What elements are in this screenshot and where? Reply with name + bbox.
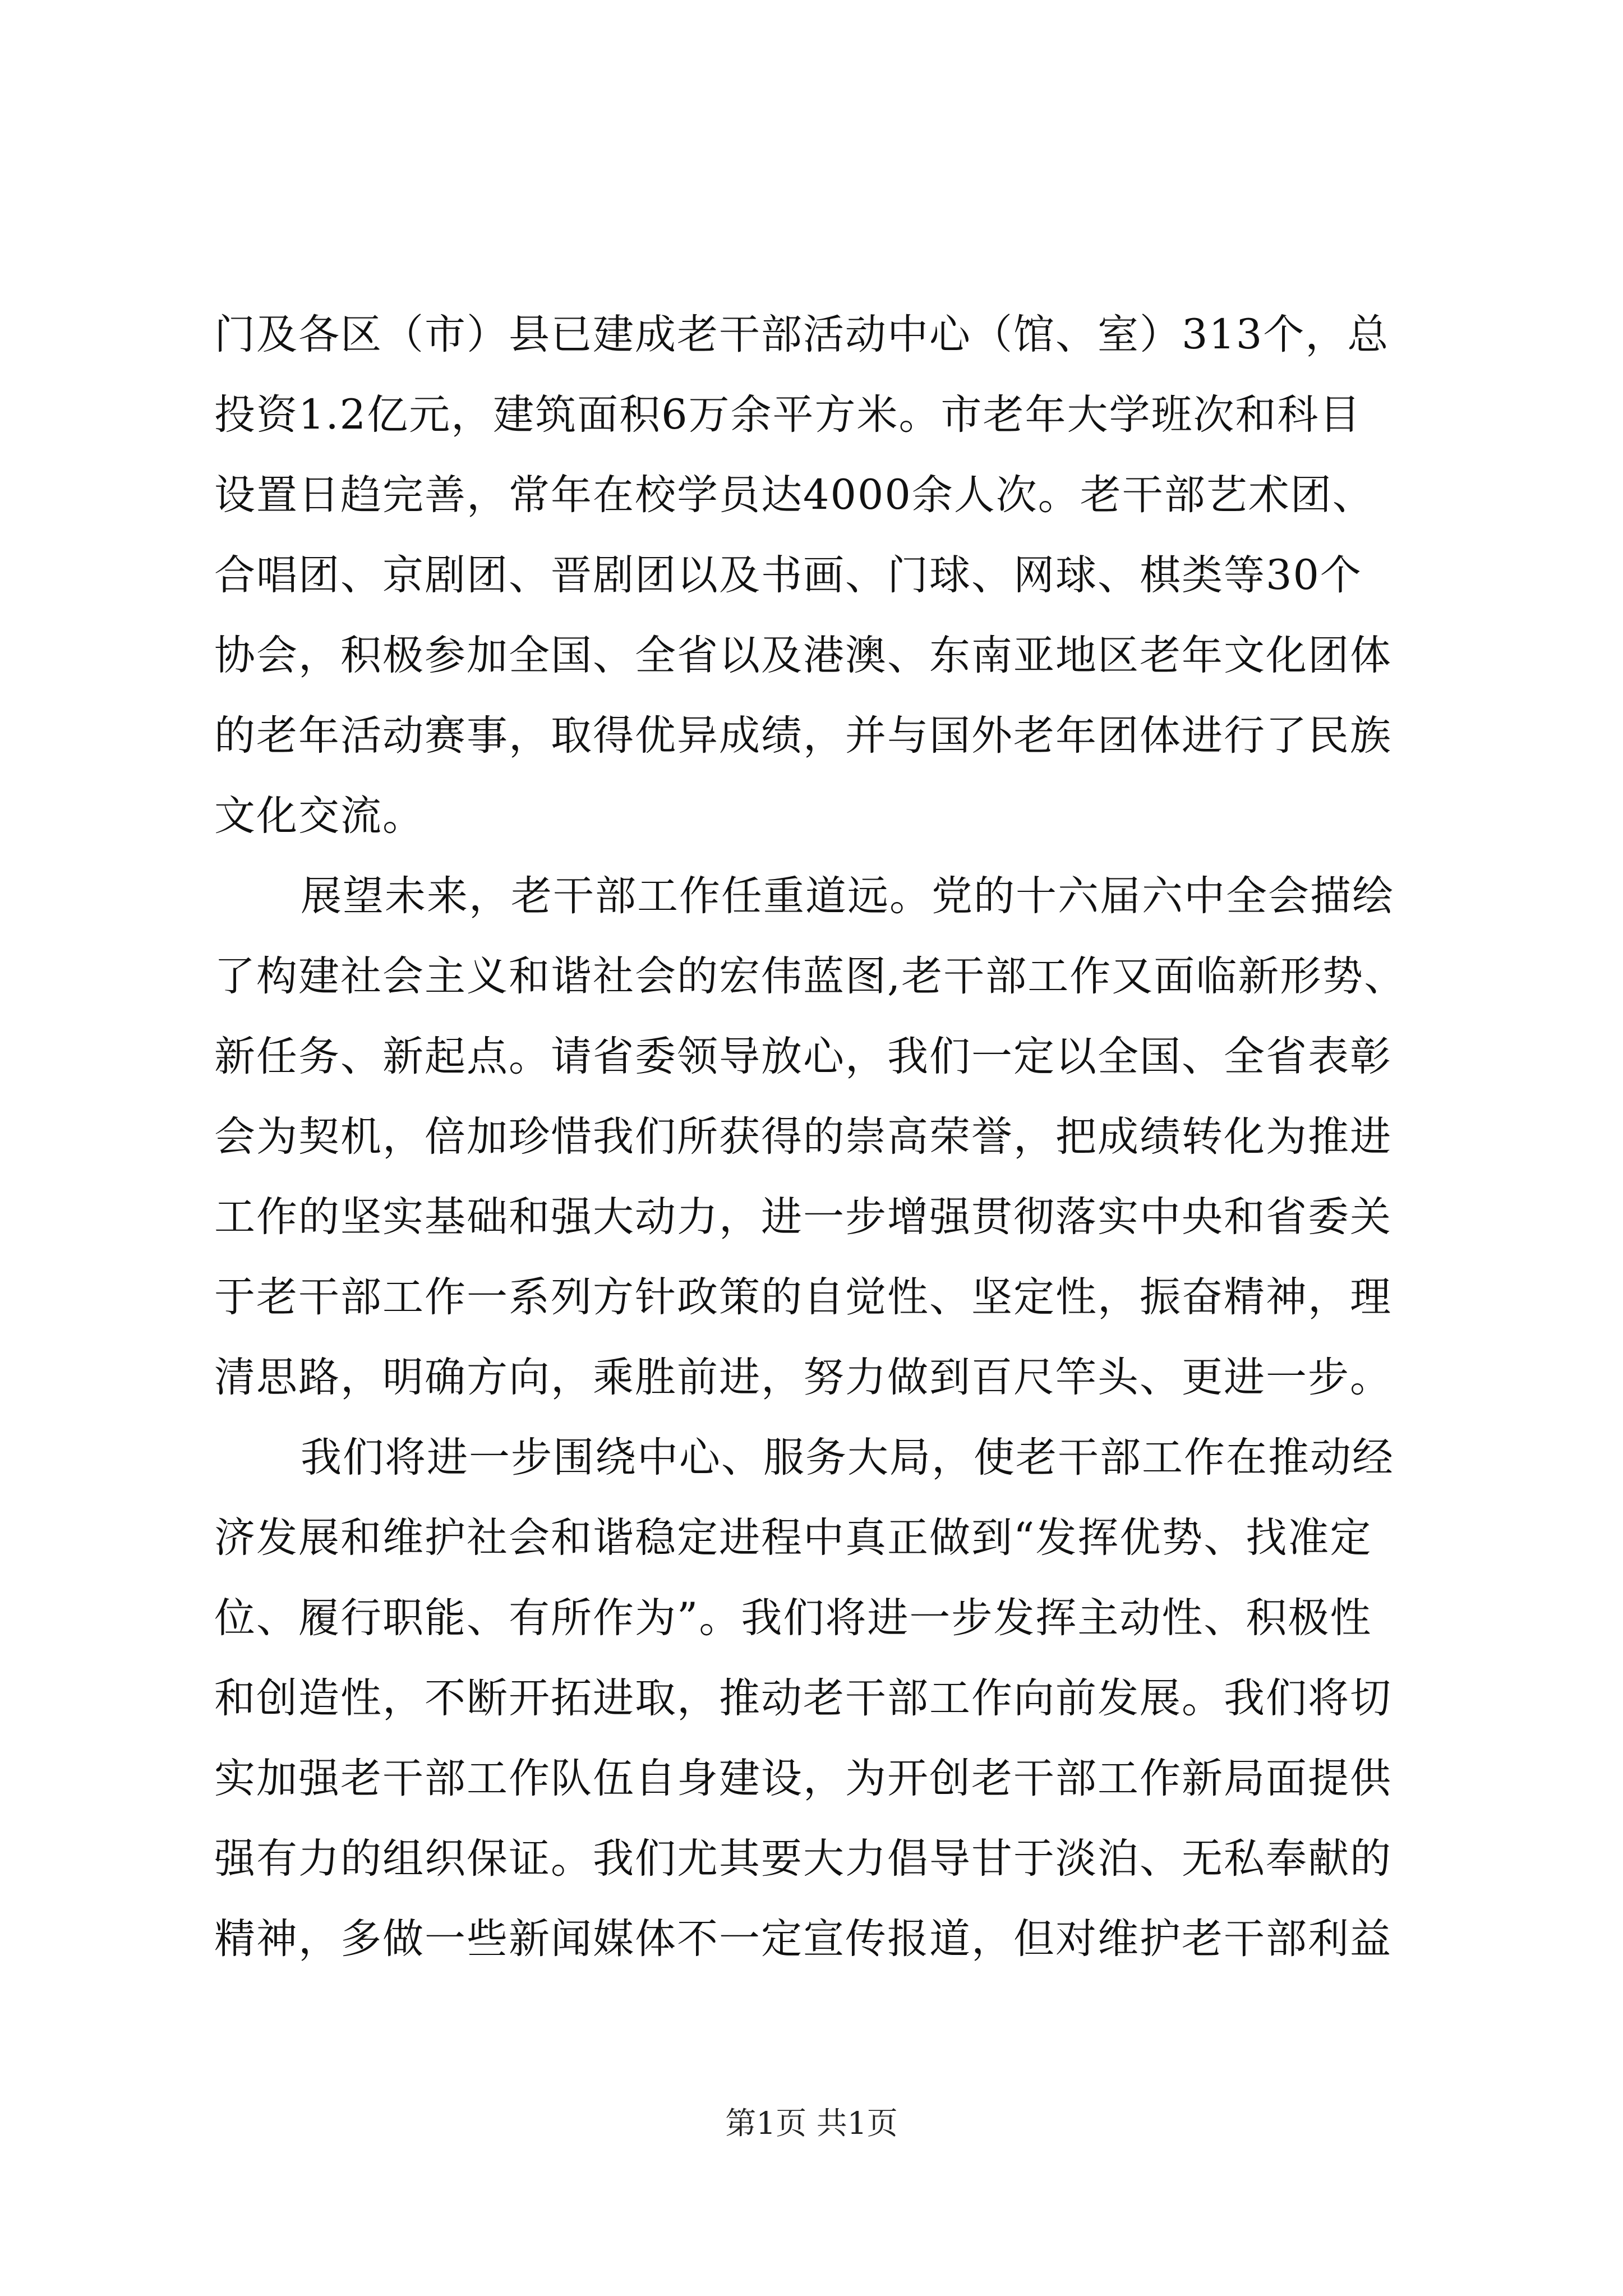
text-line: 会为契机，倍加珍惜我们所获得的崇高荣誉，把成绩转化为推进 (214, 1113, 1392, 1161)
text-line: 精神，多做一些新闻媒体不一定宣传报道，但对维护老干部利益 (214, 1915, 1392, 1963)
body-text (214, 295, 1420, 1979)
text-line: 的老年活动赛事，取得优异成绩，并与国外老年团体进行了民族 (214, 712, 1392, 760)
text-line: 设置日趋完善，常年在校学员达4000余人次。老干部艺术团、 (214, 471, 1375, 519)
text-line: 工作的坚实基础和强大动力，进一步增强贯彻落实中央和省委关 (214, 1193, 1392, 1241)
text-line: 门及各区（市）县已建成老干部活动中心（馆、室）313个，总 (214, 311, 1390, 358)
text-line: 清思路，明确方向，乘胜前进，努力做到百尺竿头、更进一步。 (214, 1354, 1392, 1401)
text-line: 了构建社会主义和谐社会的宏伟蓝图,老干部工作又面临新形势、 (214, 953, 1407, 1000)
text-line: 实加强老干部工作队伍自身建设，为开创老干部工作新局面提供 (214, 1755, 1392, 1802)
text-line: 新任务、新起点。请省委领导放心，我们一定以全国、全省表彰 (214, 1033, 1392, 1080)
text-line: 协会，积极参加全国、全省以及港澳、东南亚地区老年文化团体 (214, 632, 1392, 679)
text-line: 投资1.2亿元，建筑面积6万余平方米。市老年大学班次和科目 (214, 391, 1362, 439)
paragraph (214, 856, 1420, 1418)
text-line: 强有力的组织保证。我们尤其要大力倡导甘于淡泊、无私奉献的 (214, 1835, 1392, 1883)
paragraph (214, 295, 1420, 856)
text-line: 我们将进一步围绕中心、服务大局，使老干部工作在推动经 (301, 1434, 1394, 1481)
text-line: 合唱团、京剧团、晋剧团以及书画、门球、网球、棋类等30个 (214, 551, 1362, 599)
paragraph (214, 1418, 1420, 1979)
page-footer: 第1页 共1页 (725, 2105, 898, 2141)
text-line: 展望未来，老干部工作任重道远。党的十六届六中全会描绘 (301, 872, 1394, 920)
text-line: 文化交流。 (214, 792, 425, 840)
text-line: 和创造性，不断开拓进取，推动老干部工作向前发展。我们将切 (214, 1674, 1392, 1722)
text-line: 位、履行职能、有所作为”。我们将进一步发挥主动性、积极性 (214, 1594, 1372, 1642)
text-line: 济发展和维护社会和谐稳定进程中真正做到“发挥优势、找准定 (214, 1514, 1372, 1562)
text-line: 于老干部工作一系列方针政策的自觉性、坚定性，振奋精神，理 (214, 1273, 1392, 1321)
